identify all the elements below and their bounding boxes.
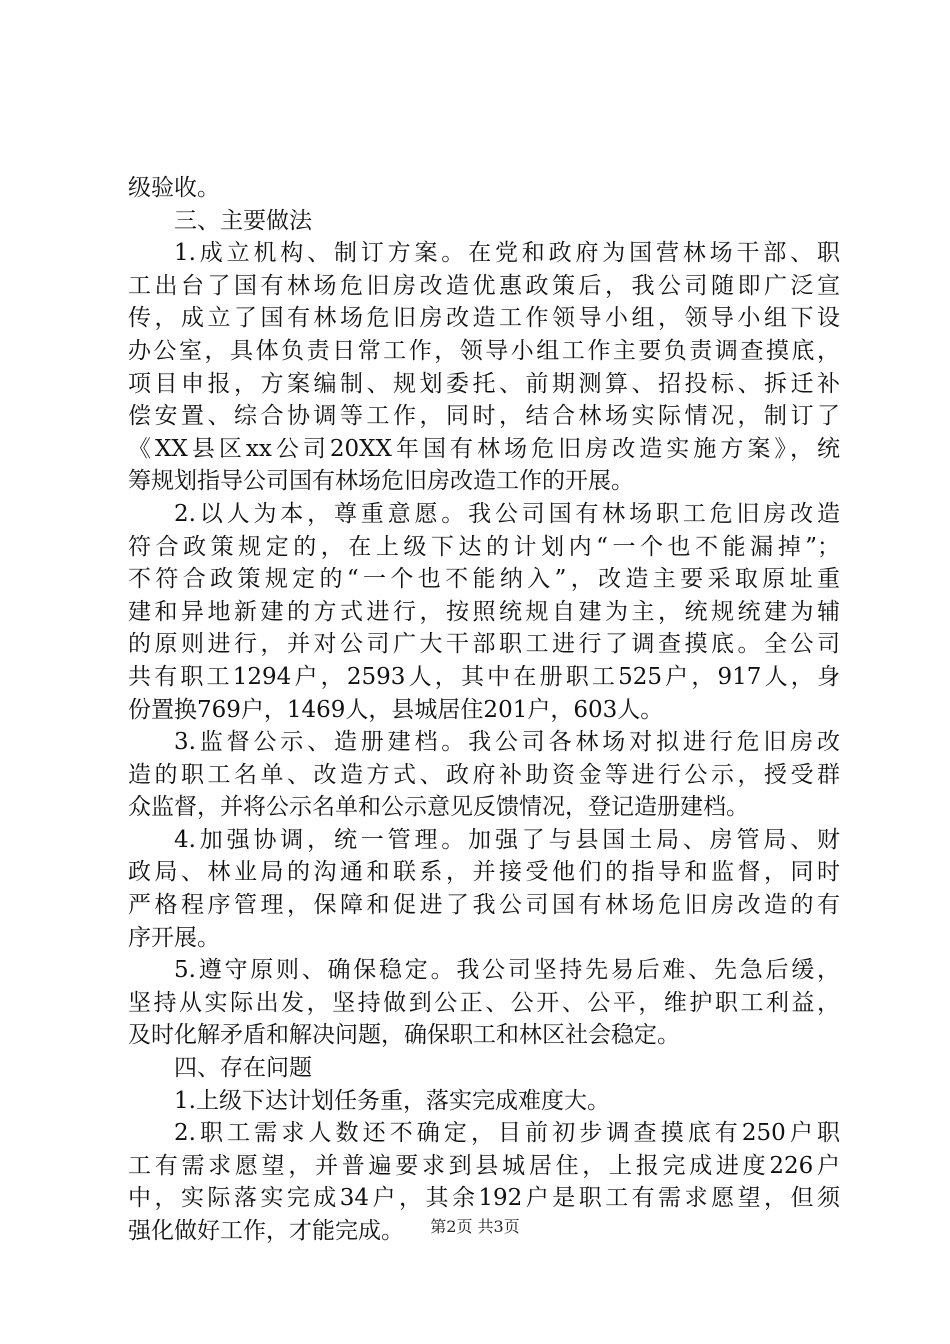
text-line: 中，实际落实完成34户，其余192户是职工有需求愿望，但须	[128, 1185, 840, 1212]
text-line: 级验收。	[128, 175, 220, 201]
text-line: 强化做好工作，才能完成。	[128, 1218, 404, 1244]
text-line: 3.监督公示、造册建档。我公司各林场对拟进行危旧房改	[174, 729, 840, 756]
text-line: 坚持从实际出发，坚持做到公正、公开、公平，维护职工利益，	[128, 989, 840, 1016]
section-heading: 三、主要做法	[174, 207, 312, 234]
text-line: 建和异地新建的方式进行，按照统规自建为主，统规统建为辅	[128, 598, 840, 625]
text-line: 2.以人为本，尊重意愿。我公司国有林场职工危旧房改造	[174, 500, 840, 527]
text-line: 工出台了国有林场危旧房改造优惠政策后，我公司随即广泛宣	[128, 272, 840, 299]
section-heading: 四、存在问题	[174, 1055, 312, 1082]
text-line: 的原则进行，并对公司广大干部职工进行了调查摸底。全公司	[128, 631, 840, 658]
text-line: 传，成立了国有林场危旧房改造工作领导小组，领导小组下设	[128, 305, 840, 332]
text-line: 1.成立机构、制订方案。在党和政府为国营林场干部、职	[174, 240, 840, 267]
page-number: 第2页 共3页	[430, 1217, 520, 1236]
text-line: 政局、林业局的沟通和联系，并接受他们的指导和监督，同时	[128, 859, 840, 886]
text-line: 办公室，具体负责日常工作，领导小组工作主要负责调查摸底，	[128, 337, 840, 364]
text-line: 共有职工1294户，2593人，其中在册职工525户，917人，身	[128, 663, 840, 690]
text-line: 造的职工名单、改造方式、政府补助资金等进行公示，授受群	[128, 761, 840, 788]
text-line: 严格程序管理，保障和促进了我公司国有林场危旧房改造的有	[128, 892, 840, 919]
text-line: 符合政策规定的，在上级下达的计划内“一个也不能漏掉”；	[128, 533, 840, 560]
text-line: 1.上级下达计划任务重，落实完成难度大。	[174, 1087, 610, 1114]
document-body	[128, 172, 840, 1248]
text-line: 2.职工需求人数还不确定，目前初步调查摸底有250户职	[174, 1120, 840, 1147]
text-line: 4.加强协调，统一管理。加强了与县国土局、房管局、财	[174, 826, 840, 853]
text-line: 5.遵守原则、确保稳定。我公司坚持先易后难、先急后缓，	[174, 957, 840, 984]
text-line: 偿安置、综合协调等工作，同时，结合林场实际情况，制订了	[128, 403, 840, 430]
text-line: 及时化解矛盾和解决问题，确保职工和林区社会稳定。	[128, 1022, 680, 1049]
text-line: 份置换769户，1469人，县城居住201户，603人。	[128, 696, 664, 723]
text-line: 序开展。	[128, 924, 220, 951]
text-line: 工有需求愿望，并普遍要求到县城居住，上报完成进度226户	[128, 1152, 840, 1179]
text-line: 《XX县区xx公司20XX年国有林场危旧房改造实施方案》，统	[128, 435, 840, 462]
text-line: 筹规划指导公司国有林场危旧房改造工作的开展。	[128, 468, 634, 495]
text-line: 项目申报，方案编制、规划委托、前期测算、招投标、拆迁补	[128, 370, 840, 397]
text-line: 不符合政策规定的“一个也不能纳入”，改造主要采取原址重	[128, 566, 840, 593]
text-line: 众监督，并将公示名单和公示意见反馈情况，登记造册建档。	[128, 794, 749, 821]
